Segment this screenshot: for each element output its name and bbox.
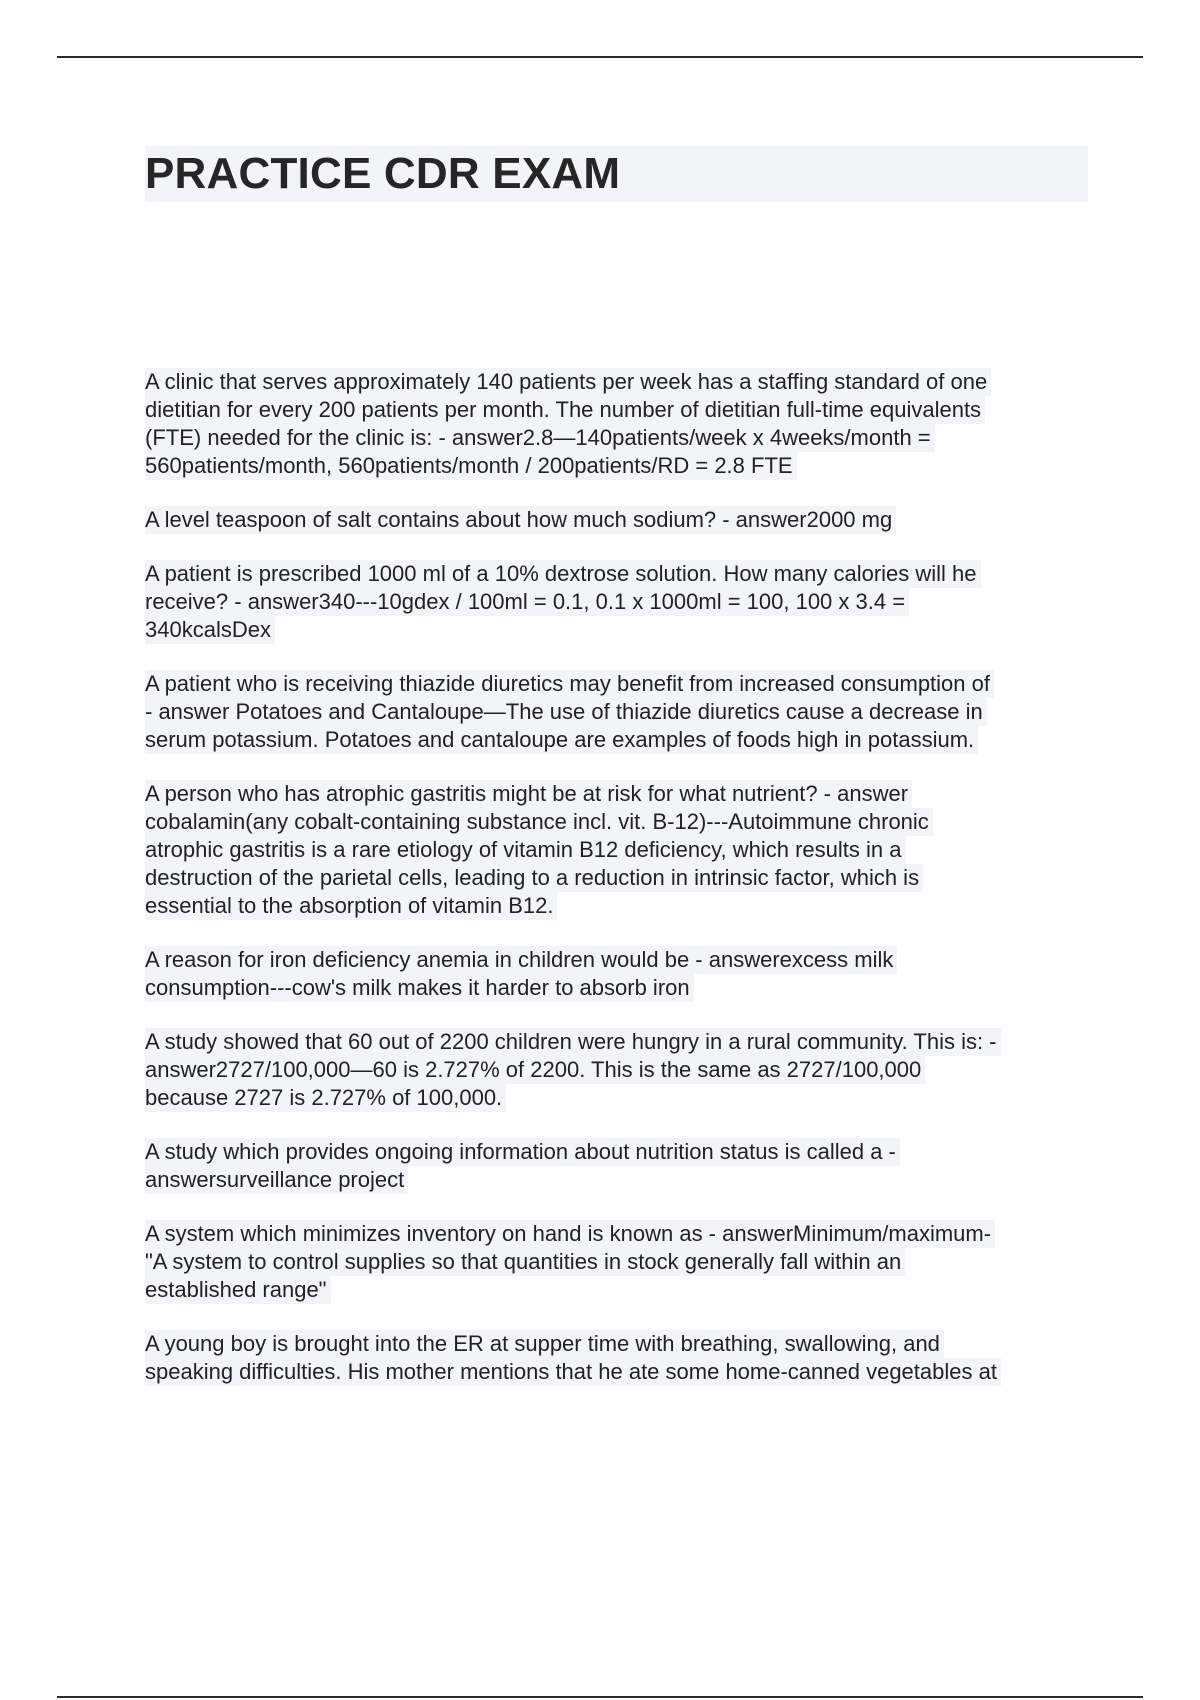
qa-item-hunger-study [145, 1028, 1095, 1112]
qa-line: (FTE) needed for the clinic is: - answer2.8—140patients/week x 4weeks/month = [145, 424, 935, 452]
qa-line: "A system to control supplies so that quantities in stock generally fall within an [145, 1248, 905, 1276]
qa-line: speaking difficulties. His mother mentions that he ate some home-canned vegetables at [145, 1358, 1001, 1386]
qa-line: essential to the absorption of vitamin B12. [145, 892, 557, 920]
qa-item-er-boy [145, 1330, 1095, 1386]
qa-line: consumption---cow's milk makes it harder to absorb iron [145, 974, 694, 1002]
qa-line: A level teaspoon of salt contains about how much sodium? - answer2000 mg [145, 506, 896, 534]
qa-line: established range" [145, 1276, 331, 1304]
qa-line: A patient who is receiving thiazide diuretics may benefit from increased consumption of [145, 670, 994, 698]
qa-item-surveillance [145, 1138, 1095, 1194]
qa-line: A study showed that 60 out of 2200 children were hungry in a rural community. This is: - [145, 1028, 1001, 1056]
qa-line: receive? - answer340---10gdex / 100ml = 0.1, 0.1 x 1000ml = 100, 100 x 3.4 = [145, 588, 909, 616]
qa-item-fte [145, 368, 1095, 480]
qa-line: A reason for iron deficiency anemia in children would be - answerexcess milk [145, 946, 897, 974]
bottom-rule [57, 1696, 1143, 1698]
qa-item-gastritis [145, 780, 1095, 920]
qa-line: A clinic that serves approximately 140 patients per week has a staffing standard of one [145, 368, 991, 396]
qa-line: 340kcalsDex [145, 616, 275, 644]
qa-line: because 2727 is 2.727% of 100,000. [145, 1084, 506, 1112]
qa-line: dietitian for every 200 patients per month. The number of dietitian full-time equivalents [145, 396, 985, 424]
qa-line: answersurveillance project [145, 1166, 408, 1194]
qa-line: A patient is prescribed 1000 ml of a 10% dextrose solution. How many calories will he [145, 560, 981, 588]
qa-line: A study which provides ongoing information about nutrition status is called a - [145, 1138, 900, 1166]
qa-line: cobalamin(any cobalt-containing substance incl. vit. B-12)---Autoimmune chronic [145, 808, 933, 836]
qa-line: answer2727/100,000—60 is 2.727% of 2200. This is the same as 2727/100,000 [145, 1056, 925, 1084]
qa-item-sodium [145, 506, 1095, 534]
qa-line: A young boy is brought into the ER at supper time with breathing, swallowing, and [145, 1330, 944, 1358]
qa-line: serum potassium. Potatoes and cantaloupe are examples of foods high in potassium. [145, 726, 978, 754]
qa-item-thiazide [145, 670, 1095, 754]
qa-line: - answer Potatoes and Cantaloupe—The use of thiazide diuretics cause a decrease in [145, 698, 987, 726]
qa-line: A person who has atrophic gastritis might be at risk for what nutrient? - answer [145, 780, 912, 808]
top-rule [57, 56, 1143, 58]
qa-list [145, 368, 1095, 1412]
qa-item-inventory [145, 1220, 1095, 1304]
qa-line: atrophic gastritis is a rare etiology of vitamin B12 deficiency, which results in a [145, 836, 906, 864]
qa-line: 560patients/month, 560patients/month / 200patients/RD = 2.8 FTE [145, 452, 797, 480]
qa-item-dextrose [145, 560, 1095, 644]
qa-line: destruction of the parietal cells, leading to a reduction in intrinsic factor, which is [145, 864, 923, 892]
qa-item-iron [145, 946, 1095, 1002]
document-title: PRACTICE CDR EXAM [145, 149, 621, 198]
qa-line: A system which minimizes inventory on hand is known as - answerMinimum/maximum- [145, 1220, 995, 1248]
